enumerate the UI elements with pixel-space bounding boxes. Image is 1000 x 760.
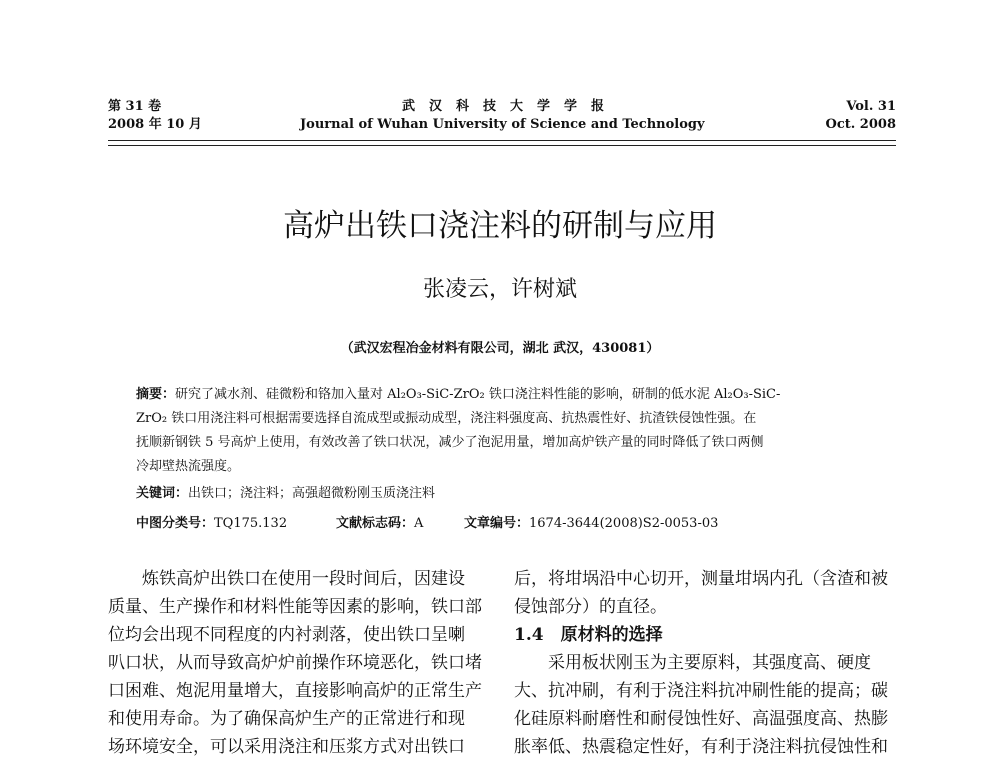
abstract-line-4: 冷却壁热流强度。 [136, 459, 241, 474]
body-right-line-6: 化硅原料耐磨性和耐侵蚀性好、高温强度高、热膨 [514, 709, 888, 729]
keywords-text: 出铁口；浇注料；高强超微粉刚玉质浇注料 [188, 486, 436, 501]
article-id-field [464, 512, 718, 531]
doc-code-field [336, 512, 423, 531]
article-authors: 张凌云，许树斌 [422, 277, 577, 302]
abstract-line-1 [136, 386, 780, 403]
header-journal-cn: 武汉科技大学学报 [401, 99, 618, 114]
header-volume-en: Vol. 31 [846, 99, 896, 114]
body-left-line-7: 场环境安全，可以采用浇注和压浆方式对出铁口 [108, 737, 465, 757]
header-journal-en: Journal of Wuhan University of Science and Technology [300, 117, 705, 132]
article-affiliation: （武汉宏程冶金材料有限公司，湖北 武汉，430081） [340, 341, 660, 356]
article-title: 高炉出铁口浇注料的研制与应用 [283, 208, 717, 244]
body-left-line-4: 叭口状，从而导致高炉炉前操作环境恶化，铁口堵 [108, 653, 482, 673]
clc-label: 中图分类号： [136, 516, 215, 531]
clc-field [136, 512, 287, 531]
body-left-line-6: 和使用寿命。为了确保高炉生产的正常进行和现 [108, 709, 465, 729]
header-rule-top [108, 140, 896, 141]
header-volume-cn: 第 31 卷 [108, 99, 162, 114]
doc-code-label: 文献标志码： [336, 516, 415, 531]
body-right-line-7: 胀率低、热震稳定性好，有利于浇注料抗侵蚀性和 [514, 737, 888, 757]
article-id-value: 1674-3644(2008)S2-0053-03 [529, 516, 719, 531]
body-right-line-1: 后，将坩埚沿中心切开，测量坩埚内孔（含渣和被 [514, 569, 888, 589]
clc-value: TQ175.132 [214, 516, 288, 531]
body-right-line-5: 大、抗冲刷，有利于浇注料抗冲刷性能的提高；碳 [514, 681, 888, 701]
abstract-line-2: ZrO₂ 铁口用浇注料可根据需要选择自流成型或振动成型，浇注料强度高、抗热震性好、抗渣铁侵蚀性强。在 [136, 411, 757, 426]
article-id-label: 文章编号： [464, 516, 530, 531]
abstract-text: 研究了减水剂、硅微粉和铬加入量对 Al₂O₃-SiC-ZrO₂ 铁口浇注料性能的影响，研制的低水泥 Al₂O₃-SiC- [175, 387, 781, 402]
body-left-line-1: 炼铁高炉出铁口在使用一段时间后，因建设 [108, 569, 465, 589]
abstract-label: 摘要： [136, 387, 176, 402]
header-rule-bottom [108, 145, 896, 146]
body-right-line-2: 侵蚀部分）的直径。 [514, 597, 667, 617]
header-date-cn: 2008 年 10 月 [108, 117, 202, 132]
body-right-line-4: 采用板状刚玉为主要原料，其强度高、硬度 [514, 653, 871, 673]
body-left-line-2: 质量、生产操作和材料性能等因素的影响，铁口部 [108, 597, 482, 617]
keywords-line [136, 485, 435, 502]
keywords-label: 关键词： [136, 486, 189, 501]
section-heading-1-4: 1.4 原材料的选择 [514, 625, 663, 645]
abstract-line-3: 抚顺新钢铁 5 号高炉上使用，有效改善了铁口状况，减少了泡泥用量，增加高炉铁产量的同时降低了铁口两侧 [136, 435, 764, 450]
doc-code-value: A [414, 516, 424, 531]
header-date-en: Oct. 2008 [825, 117, 896, 132]
body-left-line-5: 口困难、炮泥用量增大，直接影响高炉的正常生产 [108, 681, 482, 701]
body-left-line-3: 位均会出现不同程度的内衬剥落，使出铁口呈喇 [108, 625, 465, 645]
